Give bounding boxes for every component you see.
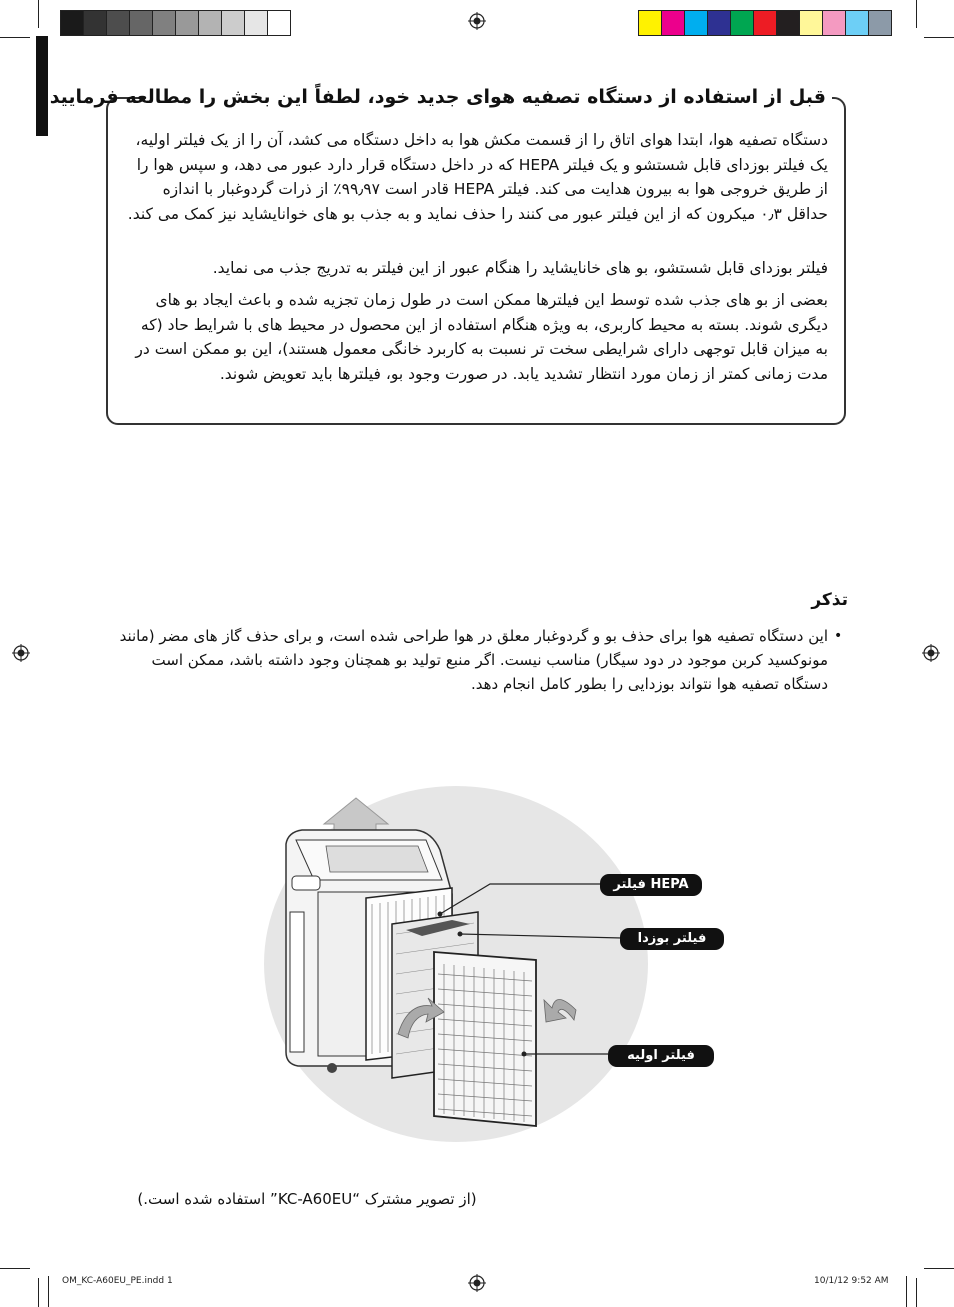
hepa-filter-label: HEPA فیلتر <box>600 874 702 896</box>
color-swatch <box>823 11 846 35</box>
registration-mark-icon <box>468 1274 486 1292</box>
gray-swatch <box>268 11 290 35</box>
crop-mark <box>906 1276 907 1307</box>
black-edge-tab <box>36 36 48 136</box>
note-text: این دستگاه تصفیه هوا برای حذف بو و گردوغبار معلق در هوا طراحی شده است، و برای حذف گاز های مضر (مانند مونوکسید کربن موجود در دود سیگار) مناسب نیست. اگر منبع تولید بو همچنان وجود داشته باشد، ممکن است دستگاه تصفیه هوا نتواند بوزدایی را بطور کامل انجام دهد. <box>119 627 828 693</box>
notice-paragraph-1: دستگاه تصفیه هوا، ابتدا هوای اتاق را از قسمت مکش هوا به داخل دستگاه می کشد، آن را از یک فیلتر اولیه، یک فیلتر بوزدای قابل شستشو و یک فیلتر HEPA که در داخل دستگاه قرار دارد عبور می دهد، و سپس هوا را از طریق خروجی هوا به بیرون هدایت می کند. فیلتر HEPA قادر است ۹۹٫۹۷٪ از ذرات گردوغبار با اندازه حداقل ۰٫۳ میکرون که از این فیلتر عبور می کنند را حذف نماید و به جذب بو های خوانایشاید نیز کمک می کند. <box>127 131 828 223</box>
notice-paragraph-3: بعضی از بو های جذب شده توسط این فیلترها ممکن است در طول زمان تجزیه شده و باعث ایجاد بو های دیگری شوند. بسته به محیط کاربری، به ویژه هنگام استفاده از این محصول در محیط های با شرایط حاد (که به میزان قابل توجهی دارای شرایطی سخت تر نسبت به کاربرد خانگی معمول هستند)، این بو ممکن است در مدت زمانی کمتر از زمان مورد انتظار تشدید یابد. در صورت وجود بو، فیلترها باید تعویض شوند. <box>135 291 828 383</box>
gray-swatch <box>199 11 222 35</box>
color-swatch <box>800 11 823 35</box>
gray-swatch <box>245 11 268 35</box>
footer-file-info: OM_KC-A60EU_PE.indd 1 <box>62 1276 173 1286</box>
crop-mark <box>924 37 954 38</box>
color-swatch <box>662 11 685 35</box>
gray-swatch <box>61 11 84 35</box>
footer-timestamp: 10/1/12 9:52 AM <box>814 1276 889 1286</box>
pre-filter-label: فیلتر اولیه <box>608 1045 714 1067</box>
registration-mark-icon <box>12 644 30 662</box>
gray-swatch <box>153 11 176 35</box>
color-swatch <box>731 11 754 35</box>
color-swatch <box>685 11 708 35</box>
color-swatch <box>777 11 800 35</box>
color-swatch <box>846 11 869 35</box>
crop-mark <box>916 1278 917 1307</box>
notice-paragraph-2: فیلتر بوزدای قابل شستشو، بو های خانایشاید را هنگام عبور از این فیلتر به تدریج جذب می نماید. <box>212 259 828 277</box>
crop-mark <box>0 37 30 38</box>
color-swatch <box>754 11 777 35</box>
color-swatch <box>708 11 731 35</box>
gray-swatch <box>84 11 107 35</box>
note-bullet: • <box>834 628 843 644</box>
pre-filter <box>434 952 536 1126</box>
crop-mark <box>0 1268 30 1269</box>
air-purifier-filter-illustration <box>256 784 656 1150</box>
color-swatch <box>639 11 662 35</box>
crop-mark <box>38 0 39 28</box>
crop-mark <box>916 0 917 28</box>
registration-mark-icon <box>922 644 940 662</box>
gray-swatch <box>107 11 130 35</box>
notice-title: قبل از استفاده از دستگاه تصفیه هوای جدید خود، لطفاً این بخش را مطالعه فرمایید <box>142 86 832 108</box>
gray-swatch <box>176 11 199 35</box>
crop-mark <box>48 1276 49 1307</box>
color-swatch <box>869 11 891 35</box>
gray-swatch <box>222 11 245 35</box>
illustration-caption: (از تصویر مشترک “KC-A60EU” استفاده شده است.) <box>137 1190 477 1208</box>
process-color-bar <box>638 10 892 36</box>
registration-mark-icon <box>468 12 486 30</box>
gray-swatch <box>130 11 153 35</box>
deodorizing-filter-label: فیلتر بوزدا <box>620 928 724 950</box>
note-heading: تذکر <box>811 590 848 610</box>
grayscale-bar <box>60 10 291 36</box>
crop-mark <box>924 1268 954 1269</box>
crop-mark <box>38 1278 39 1307</box>
